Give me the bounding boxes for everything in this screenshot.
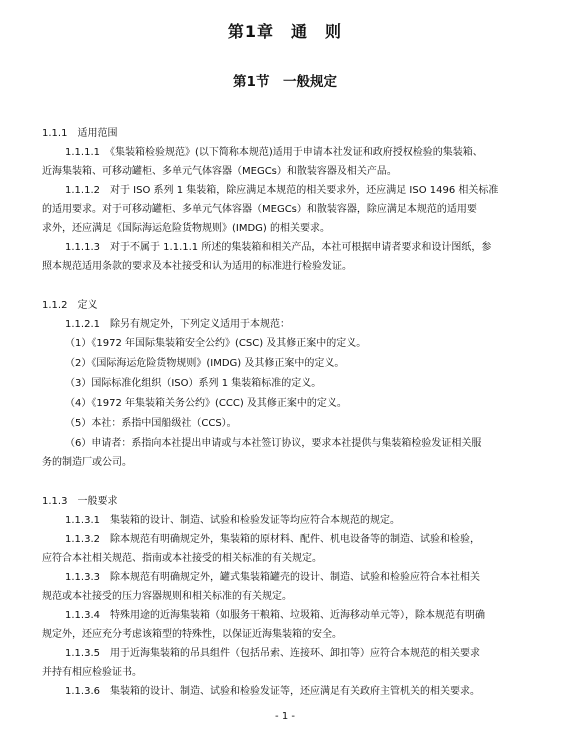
spacer [42, 472, 528, 492]
paragraph-line: 1.1.3.3 除本规范有明确规定外，罐式集装箱罐壳的设计、制造、试验和检验应符合本社相关 [65, 572, 480, 583]
paragraph-line: 务的制造厂或公司。 [42, 457, 132, 468]
paragraph-line: 并持有相应检验证书。 [42, 667, 142, 678]
paragraph-line: 1.1.3.6 集装箱的设计、制造、试验和检验发证等，还应满足有关政府主管机关的相关要求。 [65, 686, 480, 697]
chapter-title: 第1章 通 则 [227, 22, 343, 41]
list-item: （6）申请者：系指向本社提出申请或与本社签订协议，要求本社提供与集装箱检验发证相关服 [65, 438, 482, 449]
subsection-heading: 1.1.1 适用范围 [42, 128, 118, 139]
paragraph-line: 的适用要求。对于可移动罐柜、多单元气体容器（MEGCs）和散装容器，除应满足本规范的适用要 [42, 204, 477, 215]
paragraph-line: 应符合本社相关规范、指南或本社接受的相关标准的有关规定。 [42, 553, 322, 564]
paragraph-line: 求外，还应满足《国际海运危险货物规则》(IMDG) 的相关要求。 [42, 223, 331, 234]
paragraph-line: 1.1.1.1 《集装箱检验规范》(以下简称本规范)适用于申请本社发证和政府授权检验的集装箱、 [65, 147, 483, 158]
paragraph-line: 1.1.3.2 除本规范有明确规定外，集装箱的原材料、配件、机电设备等的制造、试验和检验， [65, 534, 480, 545]
document-body [42, 124, 528, 701]
section-title: 第1节 一般规定 [233, 74, 337, 90]
page-number: - 1 - [275, 711, 295, 722]
paragraph-line: 1.1.3.5 用于近海集装箱的吊具组件（包括吊索、连接环、卸扣等）应符合本规范的相关要求 [65, 648, 480, 659]
spacer [42, 276, 528, 296]
paragraph-line: 规定外，还应充分考虑该箱型的特殊性，以保证近海集装箱的安全。 [42, 629, 342, 640]
paragraph-line: 规范或本社接受的压力容器规则和相关标准的有关规定。 [42, 591, 292, 602]
list-item: （5）本社：系指中国船级社（CCS）。 [65, 418, 237, 429]
subsection-heading: 1.1.2 定义 [42, 300, 98, 311]
subsection-heading: 1.1.3 一般要求 [42, 496, 118, 507]
paragraph-line: 1.1.2.1 除另有规定外，下列定义适用于本规范： [65, 319, 290, 330]
list-item: （2）《国际海运危险货物规则》(IMDG) 及其修正案中的定义。 [65, 358, 345, 369]
paragraph-line: 1.1.1.2 对于 ISO 系列 1 集装箱，除应满足本规范的相关要求外，还应满足 ISO 1496 相关标准 [65, 185, 499, 196]
paragraph-line: 1.1.3.4 特殊用途的近海集装箱（如服务干粮箱、垃圾箱、近海移动单元等），除本规范有明确 [65, 610, 485, 621]
paragraph-line: 1.1.3.1 集装箱的设计、制造、试验和检验发证等均应符合本规范的规定。 [65, 515, 400, 526]
paragraph-line: 近海集装箱、可移动罐柜、多单元气体容器（MEGCs）和散装容器及相关产品。 [42, 166, 397, 177]
list-item: （3）国际标准化组织（ISO）系列 1 集装箱标准的定义。 [65, 378, 322, 389]
list-item: （4）《1972 年集装箱关务公约》(CCC) 及其修正案中的定义。 [65, 398, 347, 409]
list-item: （1）《1972 年国际集装箱安全公约》(CSC) 及其修正案中的定义。 [65, 338, 367, 349]
paragraph-line: 照本规范适用条款的要求及本社接受和认为适用的标准进行检验发证。 [42, 261, 352, 272]
paragraph-line: 1.1.1.3 对于不属于 1.1.1.1 所述的集装箱和相关产品，本社可根据申请者要求和设计图纸，参 [65, 242, 492, 253]
